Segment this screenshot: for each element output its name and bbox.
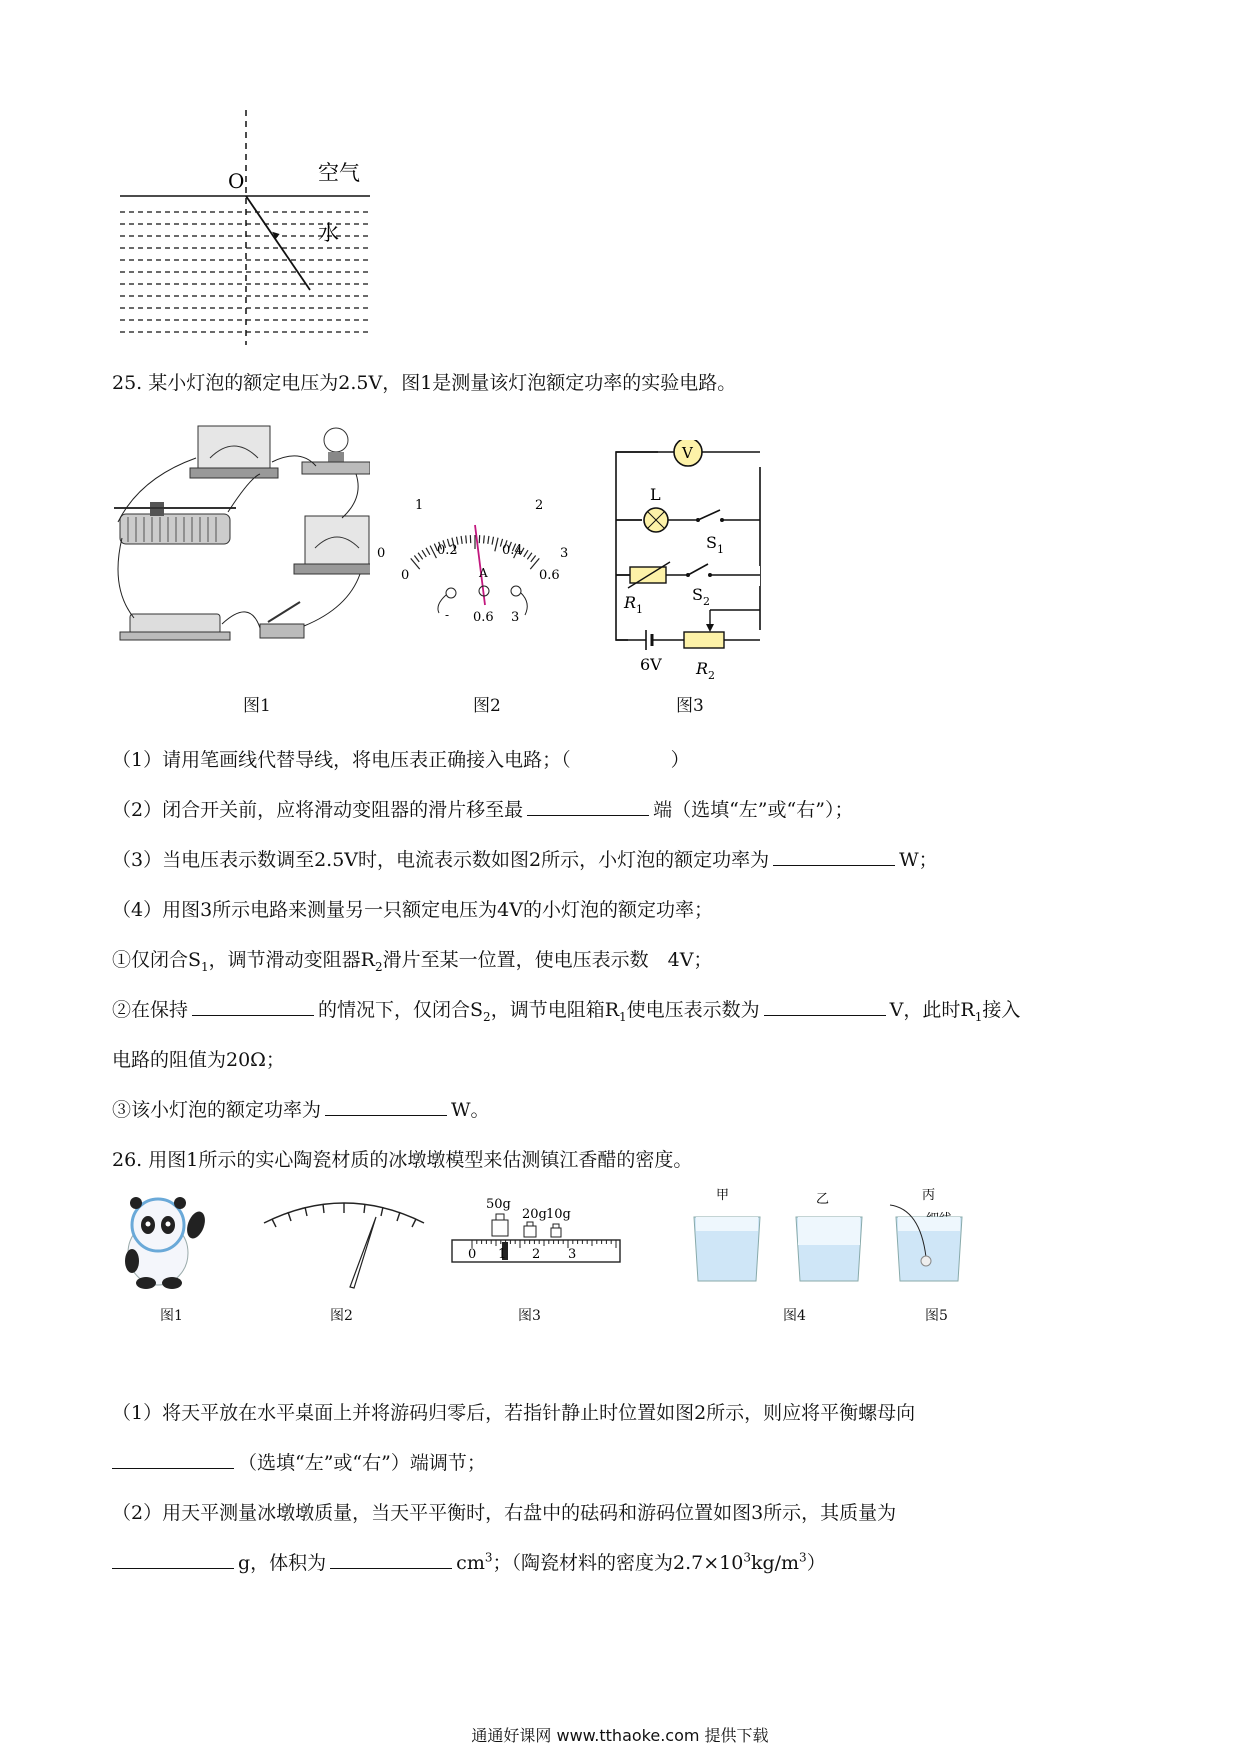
beaker-yi: 乙 [816, 1192, 830, 1207]
blank-power-2[interactable] [325, 1097, 447, 1116]
q26-p1: （1）将天平放在水平桌面上并将游码归零后，若指针静止时位置如图2所示，则应将平衡螺母向 [112, 1402, 916, 1424]
q26-p2-cont: g，体积为 $cm^3$；（陶瓷材料的密度为$2.7\times 10^3kg/m^3$） [112, 1548, 826, 1575]
circ-V: V [682, 444, 693, 462]
q26-p1-cont: （选填“左”或“右”）端调节； [112, 1448, 486, 1475]
circ-R2: R [696, 659, 709, 678]
circ-R2-sub: 2 [708, 669, 716, 680]
circ-S2: S [692, 585, 703, 604]
ammeter-tick [426, 548, 430, 555]
q26-fig2-pointer [258, 1195, 433, 1295]
ammeter-tick [495, 538, 498, 552]
q26-fig1-mascot [118, 1195, 208, 1290]
q26-p2: （2）用天平测量冰墩墩质量，当天平平衡时，右盘中的砝码和游码位置如图3所示，其质量为 [112, 1502, 897, 1524]
circ-R1-sub: 1 [636, 603, 644, 616]
blank-slide-end[interactable] [527, 797, 649, 816]
am-u0: 0 [377, 546, 386, 561]
am-l0: 0 [401, 568, 410, 583]
r-1: 1 [498, 1247, 507, 1262]
q25-p1: （1）请用笔画线代替导线，将电压表正确接入电路；（ ） [112, 749, 690, 771]
q26-fig3-weights [448, 1190, 628, 1290]
blank-rated-power[interactable] [773, 847, 895, 866]
am-u2: 2 [535, 498, 544, 513]
svg-text:R1 [623, 593, 643, 616]
page-footer: 通通好课网 www.tthaoke.com 提供下载 [471, 1726, 769, 1745]
am-l2: 0.4 [502, 543, 523, 558]
ammeter-tick [414, 555, 419, 561]
am-t0: - [445, 608, 450, 622]
label-water: 水 [318, 221, 339, 245]
am-l1: 0.2 [437, 543, 458, 558]
q25-p4: （4）用图3所示电路来测量另一只额定电压为4V的小灯泡的额定功率； [112, 899, 713, 921]
circ-S1: S [706, 533, 717, 552]
q26-fig4-beakers [690, 1187, 970, 1297]
am-u1: 1 [415, 498, 424, 513]
q25-cap2: 图2 [473, 696, 501, 716]
ammeter-tick [422, 550, 426, 557]
q25-fig2-ammeter [375, 485, 575, 635]
blank-volume[interactable] [330, 1550, 452, 1569]
ammeter-tick [466, 535, 467, 543]
am-l3: 0.6 [539, 568, 560, 583]
ammeter-tick [492, 537, 493, 545]
w-20g: 20g [522, 1207, 547, 1222]
refraction-figure [110, 100, 390, 345]
circ-S2-sub: 2 [702, 595, 710, 608]
q25-step3: ③该小灯泡的额定功率为 W。 [112, 1099, 490, 1121]
ammeter-tick [484, 535, 485, 543]
circ-S1-sub: 1 [716, 543, 724, 556]
am-t2: 3 [511, 610, 520, 625]
q26-stem: 26. 用图1所示的实心陶瓷材质的冰墩墩模型来估测镇江香醋的密度。 [112, 1149, 693, 1171]
svg-text:S1 [706, 533, 724, 556]
ammeter-tick [418, 553, 423, 560]
svg-text:S2 [692, 585, 710, 608]
q26-cap2: 图2 [330, 1308, 353, 1324]
q25-cap1: 图1 [243, 696, 271, 716]
q25-cap3: 图3 [676, 696, 704, 716]
circ-L: L [650, 485, 661, 504]
q25-p3: （3）当电压表示数调至2.5V时，电流表示数如图2所示，小灯泡的额定功率为 W； [112, 849, 938, 871]
q25-step2-cont: 电路的阻值为20Ω； [112, 1049, 285, 1071]
beaker-bing: 丙 [922, 1188, 936, 1203]
blank-keep-condition[interactable] [192, 997, 314, 1016]
r-2: 2 [532, 1247, 541, 1262]
circ-R1: R [624, 593, 637, 612]
ammeter-tick [524, 550, 528, 557]
q25-step2: ②在保持 的情况下，仅闭合$S_2$，调节电阻箱$R_1$使电压表示数为 V，此时$R_1$接入 [112, 999, 1021, 1024]
q25-step1: ①仅闭合$S_1$，调节滑动变阻器$R_2$滑片至某一位置，使电压表示数 4V； [112, 949, 713, 974]
am-unit: A [479, 566, 488, 580]
w-10g: 10g [546, 1207, 571, 1222]
q25-fig3-circuit [600, 440, 790, 680]
q26-cap4: 图4 [783, 1308, 806, 1324]
ammeter-tick [488, 536, 489, 544]
label-air: 空气 [318, 161, 360, 185]
q25-stem: 25. 某小灯泡的额定电压为2.5V，图1是测量该灯泡额定功率的实验电路。 [112, 372, 737, 394]
w-50g: 50g [486, 1197, 511, 1212]
q25-p2: （2）闭合开关前，应将滑动变阻器的滑片移至最 端（选填“左”或“右”）； [112, 799, 854, 821]
blank-voltage[interactable] [764, 997, 886, 1016]
q26-cap5: 图5 [925, 1308, 948, 1324]
am-u3: 3 [560, 546, 569, 561]
ammeter-tick [461, 536, 462, 544]
am-t1: 0.6 [473, 610, 494, 625]
circ-6V: 6V [640, 655, 662, 674]
q26-cap3: 图3 [518, 1308, 541, 1324]
ammeter-tick [531, 555, 536, 561]
q26-cap1: 图1 [160, 1308, 183, 1324]
r-0: 0 [468, 1247, 477, 1262]
q25-fig1-apparatus [110, 418, 370, 658]
beaker-jia: 甲 [716, 1188, 730, 1203]
blank-nut-direction[interactable] [112, 1450, 234, 1469]
blank-mass[interactable] [112, 1550, 234, 1569]
svg-text:R2 [695, 659, 715, 680]
label-O: O [228, 169, 245, 193]
r-3: 3 [568, 1247, 577, 1262]
ammeter-tick [527, 553, 532, 560]
